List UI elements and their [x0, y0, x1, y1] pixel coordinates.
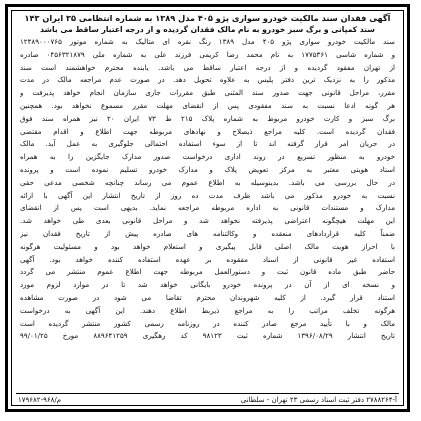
footer-registry: آ-۲۷۸۸۲۶۴ دفتر ثبت اسناد رسمی ۲۳ تهران - سلطانی	[240, 396, 397, 404]
notice-line: هر گونه ادعا نسبت به سند مفقودی پس از انقضای مهلت مقرر مسموع نخواهد بود. همچنین	[20, 100, 395, 110]
notice-line: و نسخه ای از آن در پرونده خودرو بایگانی خواهد شد تا در موارد لزوم مورد	[20, 280, 395, 290]
notice-footer	[18, 395, 397, 406]
footer-code: م/۹۶۸-۱۷۹۶۸۲	[18, 396, 62, 404]
notice-line: فقدان گردیده است. کلیه مراجع ذیصلاح و نهادهای مربوطه جهت اطلاع و اقدام مقتضی	[20, 126, 395, 136]
notice-line: از تهران مفقود گردیده و از درجه اعتبار ساقط می باشد. یابنده محترم خواهشمند است سند	[20, 62, 395, 72]
notice-subheadline: سند کمپانی و برگ سبز خودرو به نام مالک فقدان گردیده و از درجه اعتبار ساقط می باشد	[40, 25, 375, 34]
notice-body	[20, 36, 395, 343]
notice-line: تاریخ انتشار ۱۳۹۶/۰۸/۲۹ شماره ثبت ۹۸۱۲۳ کد رهگیری ۸۸۹۶۴۱۲۵۹ مورخ ۹۹/۰۱/۲۵	[20, 331, 395, 341]
notice-line: سند مالکیت خودرو سواری پژو ۴۰۵ مدل ۱۳۸۹ رنگ نقره ای متالیک به شماره موتور ۱۲۴۸۹۰۰۰۷۶۵	[20, 37, 395, 46]
footer-divider	[16, 393, 399, 394]
notice-line: در جریان امر قرار گرفته اند تا از سوء استفاده احتمالی جلوگیری به عمل آید. مالک	[20, 139, 395, 149]
notice-line: هرگونه تخلف مراتب را به مراجع ذیربط اطلاع دهند. این آگهی به درخواست	[20, 305, 395, 315]
advert-frame	[5, 4, 410, 412]
notice-line: خودرو به منظور تسریع در روند اداری درخواست صدور مدارک جایگزین را به همراه	[20, 152, 395, 162]
notice-line: اسناد هویتی معتبر به مرکز تعویض پلاک و مدارک خودرو تسلیم نموده است و پرونده	[20, 164, 395, 174]
notice-line: ضمناً کلیه قراردادهای منعقده و وکالتنامه های صادره پیش از تاریخ فقدان نیز	[20, 228, 395, 238]
notice-line: در حال بررسی می باشد. بدینوسیله به اطلاع عموم می رساند چنانچه شخصی مدعی حقی	[20, 177, 395, 187]
notice-line: مالک و با تأیید مرجع صادر کننده در روزنامه رسمی کشور منتشر گردیده است	[20, 318, 395, 328]
notice-line: استناد قرار گیرد. از کلیه شهروندان محترم تقاضا می شود در صورت مشاهده	[20, 292, 395, 302]
notice-line: با احراز هویت مالک اصلی قابل پیگیری و استعلام خواهد بود و مسئولیت هرگونه	[20, 241, 395, 251]
notice-line: مقرر، مراحل قانونی جهت صدور سند المثنی طبق مقررات جاری سازمان انجام خواهد پذیرفت و	[20, 88, 395, 98]
notice-line: مذکور را به نزدیک ترین دفتر پلیس به علاوه تحویل دهد. در صورت عدم مراجعه مالک در مدت	[20, 75, 395, 85]
notice-article	[20, 13, 395, 343]
notice-line: نسبت به خودرو مذکور می باشد ظرف مدت ده روز از تاریخ انتشار این آگهی با ارائه	[20, 190, 395, 200]
notice-headline: آگهی فقدان سند مالکیت خودرو سواری پژو ۴۰۵ مدل ۱۳۸۹ به شماره انتظامی ۳۵ ایران ۱۴۳	[24, 13, 391, 23]
notice-line: این مهلت هیچگونه اعتراضی پذیرفته نخواهد شد و مراحل قانونی بعدی طی خواهد شد.	[20, 216, 395, 226]
notice-line: برگ سبز و کارت خودرو مربوط به شماره پلاک ۲۱۵ ط ۷۳ ایران ۲۰ نیز همراه سند فوق	[20, 113, 395, 123]
notice-line: مدارک و مستندات قانونی به اداره مربوطه مراجعه نماید. بدیهی است پس از انقضای	[20, 203, 395, 213]
notice-line: حاضر طبق ماده قانون ثبت و دستورالعمل مربوطه جهت اطلاع عموم منتشر می گردد	[20, 267, 395, 277]
notice-line: و شماره شاسی ۱۷۷۵۳۶۱ به نام محمد رضا کریمی فرزند علی به شماره ملی ۰۴۵۶۳۲۱۸۷۹ صادره	[20, 49, 395, 59]
notice-line: استفاده غیر قانونی از اسناد مفقوده بر عهده استفاده کننده خواهد بود. آگهی	[20, 254, 395, 264]
